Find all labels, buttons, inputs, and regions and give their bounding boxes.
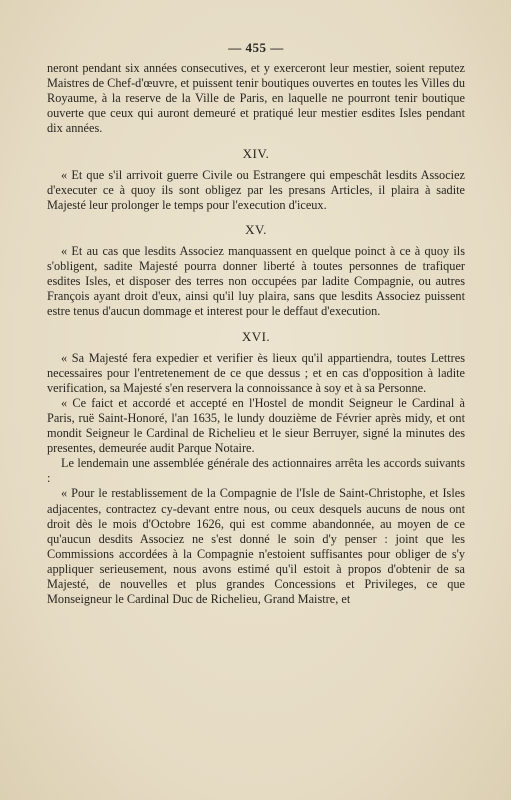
paragraph-assembly: Le lendemain une assemblée générale des actionnaires arrêta les accords suivants : bbox=[47, 456, 465, 486]
text-block bbox=[47, 40, 465, 607]
paragraph-restablissement: « Pour le restablissement de la Compagnie de l'Isle de Saint-Christophe, et Isles adjacentes, contractez cy-devant entre nous, ou ceux desquels aucuns de nous ont droit dès le mois d'Octobre 1626, qui est comme abandonnée, au moyen de ce qu'aucun desdits Associez ne s'est donné le soin d'y penser : joint que les Commissions accordées à la Compagnie n'estoient suffisantes pour obliger de s'y appliquer serieusement, nous avons estimé qu'il estoit à propos d'obtenir de sa Majesté, de nouvelles et plus grandes Concessions et Privileges, ce que Monseigneur le Cardinal Duc de Richelieu, Grand Maistre, et bbox=[47, 486, 465, 607]
paragraph-article-xiv: « Et que s'il arrivoit guerre Civile ou Estrangere qui empeschât lesdits Associez d'executer ce à quoy ils sont obligez par les presans Articles, il plaira à sadite Majesté leur prolonger le temps pour l'execution d'iceux. bbox=[47, 167, 465, 212]
paragraph-article-xv: « Et au cas que lesdits Associez manquassent en quelque poinct à ce à quoy ils s'obligent, sadite Majesté pourra donner liberté à toutes personnes de trafiquer esdites Isles, et disposer des terres non occupées par ladite Compagnie, ou autres François ayant droit d'eux, ainsi qu'il luy plaira, sans que lesdits Associez puissent estre tenus d'aucun dommage et interest pour le deffaut d'execution. bbox=[47, 244, 465, 319]
section-heading-xv: XV. bbox=[245, 221, 267, 237]
section-heading-xiv: XIV. bbox=[242, 145, 270, 161]
section-heading-xvi: XVI. bbox=[241, 328, 271, 344]
paragraph-signing: « Ce faict et accordé et accepté en l'Hostel de mondit Seigneur le Cardinal à Paris, ruë Saint-Honoré, l'an 1635, le lundy douzième de Février après midy, et ont mondit Seigneur le Cardinal de Richelieu et le sieur Berruyer, signé la minutes des presentes, demeurée audit Parque Notaire. bbox=[47, 395, 465, 456]
paragraph-article-xvi: « Sa Majesté fera expedier et verifier ès lieux qu'il appartiendra, toutes Lettres necessaires pour l'entretenement de ce que dessus ; et en cas d'opposition à ladite verification, sa Majesté s'en reservera la connoissance à soy et à sa Personne. bbox=[47, 350, 465, 395]
paragraph-continuation: neront pendant six années consecutives, et y exerceront leur mestier, soient reputez Maistres de Chef-d'œuvre, et puissent tenir boutiques ouvertes en toutes les Villes du Royaume, à la reserve de la Ville de Paris, en laquelle ne pourront tenir boutique ouverte que ceux qui auront demeuré et pratiqué leur mestier esdites Isles pendant dix années. bbox=[47, 61, 465, 136]
page-number: — 455 — bbox=[228, 40, 284, 55]
